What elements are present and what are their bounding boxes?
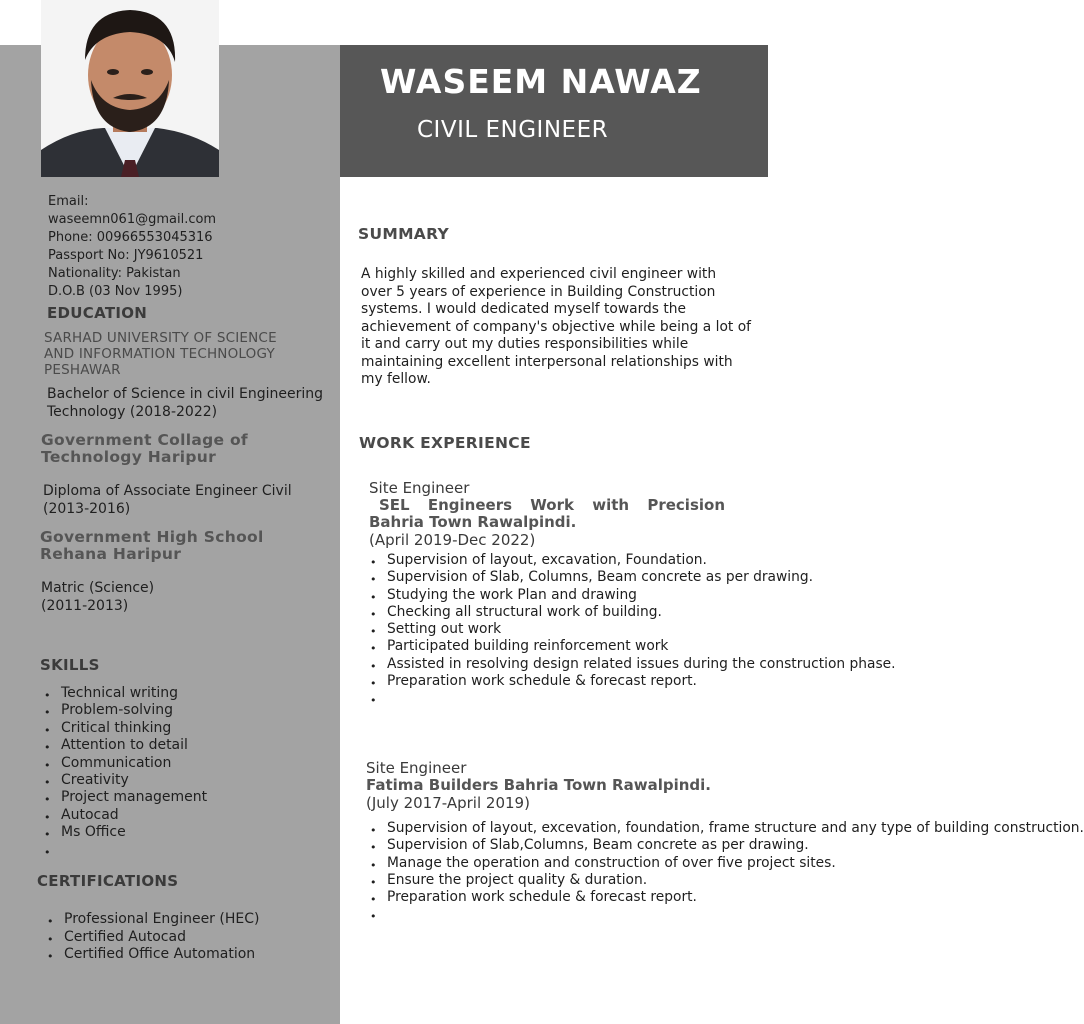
list-item xyxy=(61,842,207,854)
skills-list xyxy=(61,685,207,854)
degree-line: Matric (Science) xyxy=(41,580,155,596)
skills-heading: SKILLS xyxy=(40,656,100,674)
summary-heading: SUMMARY xyxy=(358,225,450,243)
institution-line: Technology Haripur xyxy=(41,448,217,466)
list-item: • Supervision of layout, excavation, Foundation. xyxy=(387,552,757,569)
contact-info xyxy=(48,193,216,301)
list-item xyxy=(387,906,757,918)
job-duties-list xyxy=(387,820,1084,918)
date-of-birth: D.O.B (03 Nov 1995) xyxy=(48,284,183,299)
institution-line: SARHAD UNIVERSITY OF SCIENCE xyxy=(44,330,277,346)
degree-line: Diploma of Associate Engineer Civil xyxy=(43,483,292,499)
list-item: • Certified Autocad xyxy=(64,929,259,947)
list-item: • Studying the work Plan and drawing xyxy=(387,587,757,604)
list-item: • Preparation work schedule & forecast report. xyxy=(387,673,757,690)
education-institution xyxy=(40,529,311,563)
list-item: • Professional Engineer (HEC) xyxy=(64,911,259,929)
passport: Passport No: JY9610521 xyxy=(48,248,204,263)
list-item: • Attention to detail xyxy=(61,737,207,754)
list-item: • Checking all structural work of building. xyxy=(387,604,757,621)
list-item: • Supervision of Slab,Columns, Beam concrete as per drawing. xyxy=(387,837,757,854)
job-entry xyxy=(369,479,725,549)
job-duties-list xyxy=(387,552,896,702)
job-title: Site Engineer xyxy=(366,759,467,777)
institution-line: AND INFORMATION TECHNOLOGY xyxy=(44,346,275,362)
job-dates: (July 2017-April 2019) xyxy=(366,794,530,812)
candidate-name: WASEEM NAWAZ xyxy=(380,62,702,101)
job-dates: (April 2019-Dec 2022) xyxy=(369,531,536,549)
list-item: • Setting out work xyxy=(387,621,757,638)
list-item: • Ensure the project quality & duration. xyxy=(387,872,757,889)
job-company: SEL Engineers Work with Precision Bahria Town Rawalpindi. xyxy=(369,496,725,531)
degree-line: (2011-2013) xyxy=(41,597,129,614)
job-title: Site Engineer xyxy=(369,479,470,497)
job-company: Fatima Builders Bahria Town Rawalpindi. xyxy=(366,776,711,794)
phone: Phone: 00966553045316 xyxy=(48,230,213,245)
education-institution xyxy=(44,330,277,378)
list-item: • Ms Office xyxy=(61,824,207,841)
certifications-list xyxy=(64,911,259,964)
list-item: • Supervision of layout, excevation, foundation, frame structure and any type of building construction. xyxy=(387,820,757,837)
email-value: waseemn061@gmail.com xyxy=(48,212,217,227)
list-item: • Supervision of Slab, Columns, Beam concrete as per drawing. xyxy=(387,569,757,586)
job-entry xyxy=(366,759,736,812)
education-degree xyxy=(47,386,323,421)
candidate-role: CIVIL ENGINEER xyxy=(417,117,609,143)
list-item: • Technical writing xyxy=(61,685,207,702)
list-item: • Problem-solving xyxy=(61,702,207,719)
degree-line: (2013-2016) xyxy=(43,500,131,517)
list-item: • Creativity xyxy=(61,772,207,789)
profile-photo xyxy=(41,0,219,177)
education-degree xyxy=(43,483,292,518)
nationality: Nationality: Pakistan xyxy=(48,266,181,281)
institution-line: Government High School xyxy=(40,528,264,546)
email-label: Email: xyxy=(48,194,89,209)
degree-line: Technology (2018-2022) xyxy=(47,403,218,420)
list-item: • Preparation work schedule & forecast report. xyxy=(387,889,757,906)
education-degree xyxy=(41,580,154,615)
list-item: • Communication xyxy=(61,755,207,772)
list-item: • Critical thinking xyxy=(61,720,207,737)
degree-line: Bachelor of Science in civil Engineering xyxy=(47,386,324,402)
certifications-heading: CERTIFICATIONS xyxy=(37,872,179,890)
list-item: • Project management xyxy=(61,789,207,806)
list-item: • Assisted in resolving design related issues during the construction phase. xyxy=(387,656,757,673)
list-item xyxy=(387,690,757,702)
education-institution xyxy=(41,432,332,466)
institution-line: Government Collage of xyxy=(41,431,248,449)
summary-text: A highly skilled and experienced civil engineer with over 5 years of experience in Building Construction systems. I would dedicated myself towards the achievement of company's objective while being a lot of it and carry out my duties responsibilities while maintaining excellent interpersonal relationships with my fellow. xyxy=(361,266,751,387)
work-experience-heading: WORK EXPERIENCE xyxy=(359,434,531,452)
institution-line: Rehana Haripur xyxy=(40,545,182,563)
education-heading: EDUCATION xyxy=(47,304,148,322)
list-item: • Certified Office Automation xyxy=(64,946,259,964)
institution-line: PESHAWAR xyxy=(44,362,121,378)
list-item: • Autocad xyxy=(61,807,207,824)
list-item: • Participated building reinforcement work xyxy=(387,638,757,655)
list-item: • Manage the operation and construction of over five project sites. xyxy=(387,855,757,872)
